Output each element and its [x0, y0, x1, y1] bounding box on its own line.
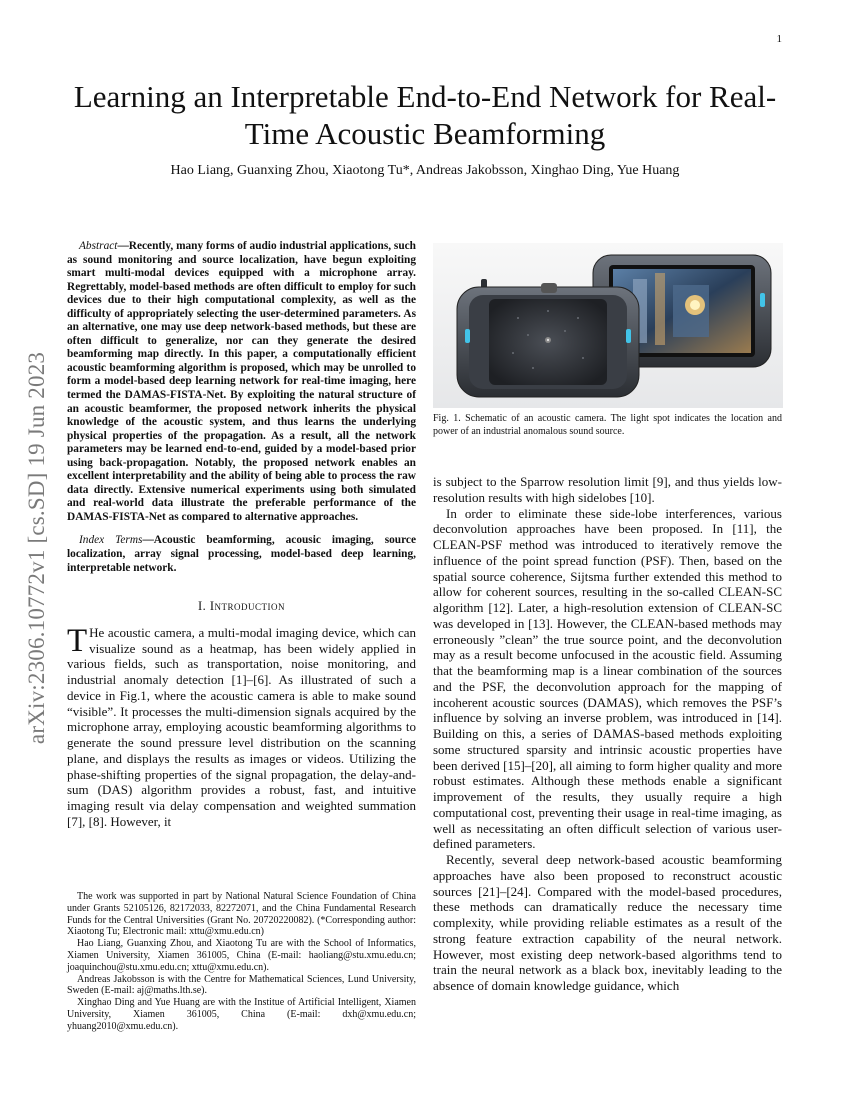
- camera-front-view: [457, 279, 639, 397]
- footnote-affiliation-xmu: Hao Liang, Guanxing Zhou, and Xiaotong Tu are with the School of Informatics, Xiamen University, Xiamen 361005, China (E-mail: haoliang@stu.xmu.edu.cn; joaquinchou@stu.xmu.edu.cn; xttu@xmu.edu.cn).: [67, 938, 416, 973]
- figure-acoustic-camera: [433, 243, 783, 408]
- footnotes: [67, 891, 416, 1033]
- abstract: [67, 240, 416, 524]
- figure-caption: Fig. 1. Schematic of an acoustic camera. The light spot indicates the location and power of an industrial anomalous sound source.: [433, 413, 782, 437]
- left-column: [67, 240, 416, 830]
- abstract-label: Abstract: [79, 240, 118, 252]
- index-terms-text: —Acoustic beamforming, acousic imaging, source localization, array signal processing, model-based deep learning, interpretable network.: [67, 534, 416, 574]
- intro-paragraph-text: He acoustic camera, a multi-modal imaging device, which can visualize sound as a heatmap, has been widely applied in various fields, such as transportation, noise monitoring, and industrial anomaly detection [1]–[6]. As illustrated of such a device in Fig.1, where the acoustic camera is able to make sound “visible”. It processes the multi-dimension signals acquired by the microphone array, employing acoustic beamforming algorithms to generate the sound pressure level distribution on the scanning plane, and displays the results as images or videos. Utilizing the phase-shifting properties of the signal propagation, the delay-and-sum (DAS) algorithm provides a robust, fast, and intuitive imaging result via delay compensation and weighted summation [7], [8]. However, it: [67, 624, 416, 829]
- index-terms: [67, 534, 416, 575]
- intro-paragraph: [67, 622, 416, 830]
- right-paragraph-2: In order to eliminate these side-lobe interferences, various deconvolution approaches have been proposed. In [11], the CLEAN-PSF method was introduced to iteratively remove the influence of the point spread function (PSF). Then, based on the spatial source coherence, Sijtsma further extended this method to allow for coherent sources, resulting in the so-called CLEAN-SC algorithm [12]. Later, a high-resolution extension of CLEAN-SC was developed in [13]. However, the CLEAN-based methods may erroneously ”clean” the true source point, and the deconvolution may as a result become unfocused in the acoustic field. Assuming that the beamforming map is a linear combination of the sources and the PSF, the deconvolution approach for the mapping of incoherent acoustic sources (DAMAS), which removes the PSF’s influence by solving an inverse problem, was introduced in [14]. Building on this, a series of DAMAS-based methods exploiting some structured sparsity and intrinsic acoustic properties have been derived [15]–[20], all aiming to form higher quality and more robust estimates. Although these methods enable a significant improvement of the results, they usually require a high computational cost, preventing their usage in real-time imaging, as well as necessitating an often difficult selection of various user-defined parameters.: [433, 505, 782, 852]
- arxiv-stamp: [22, 298, 52, 798]
- drop-cap: T: [67, 622, 88, 659]
- section-heading-introduction: I. Introduction: [197, 599, 286, 614]
- author-list: Hao Liang, Guanxing Zhou, Xiaotong Tu*, Andreas Jakobsson, Xinghao Ding, Yue Huang: [170, 163, 680, 178]
- footnote-affiliation-ai: Xinghao Ding and Yue Huang are with the Institue of Artificial Intelligent, Xiamen University, Xiamen 361005, China (E-mail: dxh@xmu.edu.cn; yhuang2010@xmu.edu.cn).: [67, 997, 416, 1032]
- paper-title: Learning an Interpretable End-to-End Network for Real-Time Acoustic Beamforming: [73, 79, 777, 151]
- footnote-affiliation-lund: Andreas Jakobsson is with the Centre for Mathematical Sciences, Lund University, Sweden (E-mail: aj@maths.lth.se).: [67, 973, 416, 997]
- right-column: [433, 474, 782, 994]
- arxiv-stamp-text: arXiv:2306.10772v1 [cs.SD] 19 Jun 2023: [24, 351, 49, 745]
- footnote-funding: The work was supported in part by National Natural Science Foundation of China under Grants 52105126, 82172033, 82272071, and the China Fundamental Research Funds for the Central Universities (Grant No. 20720220082). (*Corresponding author: Xiaotong Tu; Electronic mail: xttu@xmu.edu.cn): [67, 891, 416, 938]
- right-paragraph-3: Recently, several deep network-based acoustic beamforming approaches have also been proposed to reconstruct acoustic sources [21]–[24]. Compared with the model-based procedures, these methods can dramatically reduce the necessary time complexity, while providing reliable estimates as a result of the strong feature extraction capability of the neural network. However, most existing deep network-based algorithms tend to train the neural network as a black box, inevitably leading to the absence of domain knowledge guidance, which: [433, 852, 782, 993]
- right-paragraph-1: is subject to the Sparrow resolution limit [9], and thus yields low-resolution results with high sidelobes [10].: [433, 474, 782, 505]
- index-terms-label: Index Terms: [79, 534, 143, 547]
- acoustic-camera-illustration: [433, 243, 783, 408]
- abstract-text: —Recently, many forms of audio industrial applications, such as sound monitoring and source localization, have begun exploiting smart multi-modal devices equipped with a microphone array. Regrettably, model-based methods are often difficult to employ for such devices due to their high computational complexity, as well as the difficulty of appropriately selecting the user-determined parameters. As an alternative, one may use deep network-based methods, but these are often difficult to generalize, nor can they generate the desired beamforming map directly. In this paper, a computationally efficient acoustic beamforming algorithm is proposed, which may be unrolled to form a model-based deep learning network for real-time imaging, here termed the DAMAS-FISTA-Net. By exploiting the natural structure of an acoustic beamformer, the proposed network inherits the physical knowledge of the acoustic system, and thus learns the underlying physical properties of the propagation. As a result, all the network parameters may be learned end-to-end, guided by a model-based prior using back-propagation. Notably, the proposed network enables an excellent interpretability and the ability of being able to process the raw data directly. Extensive numerical experiments using both simulated and real-world data illustrate the preferable performance of the DAMAS-FISTA-Net as compared to alternative approaches.: [67, 240, 416, 523]
- page-number: 1: [776, 33, 782, 45]
